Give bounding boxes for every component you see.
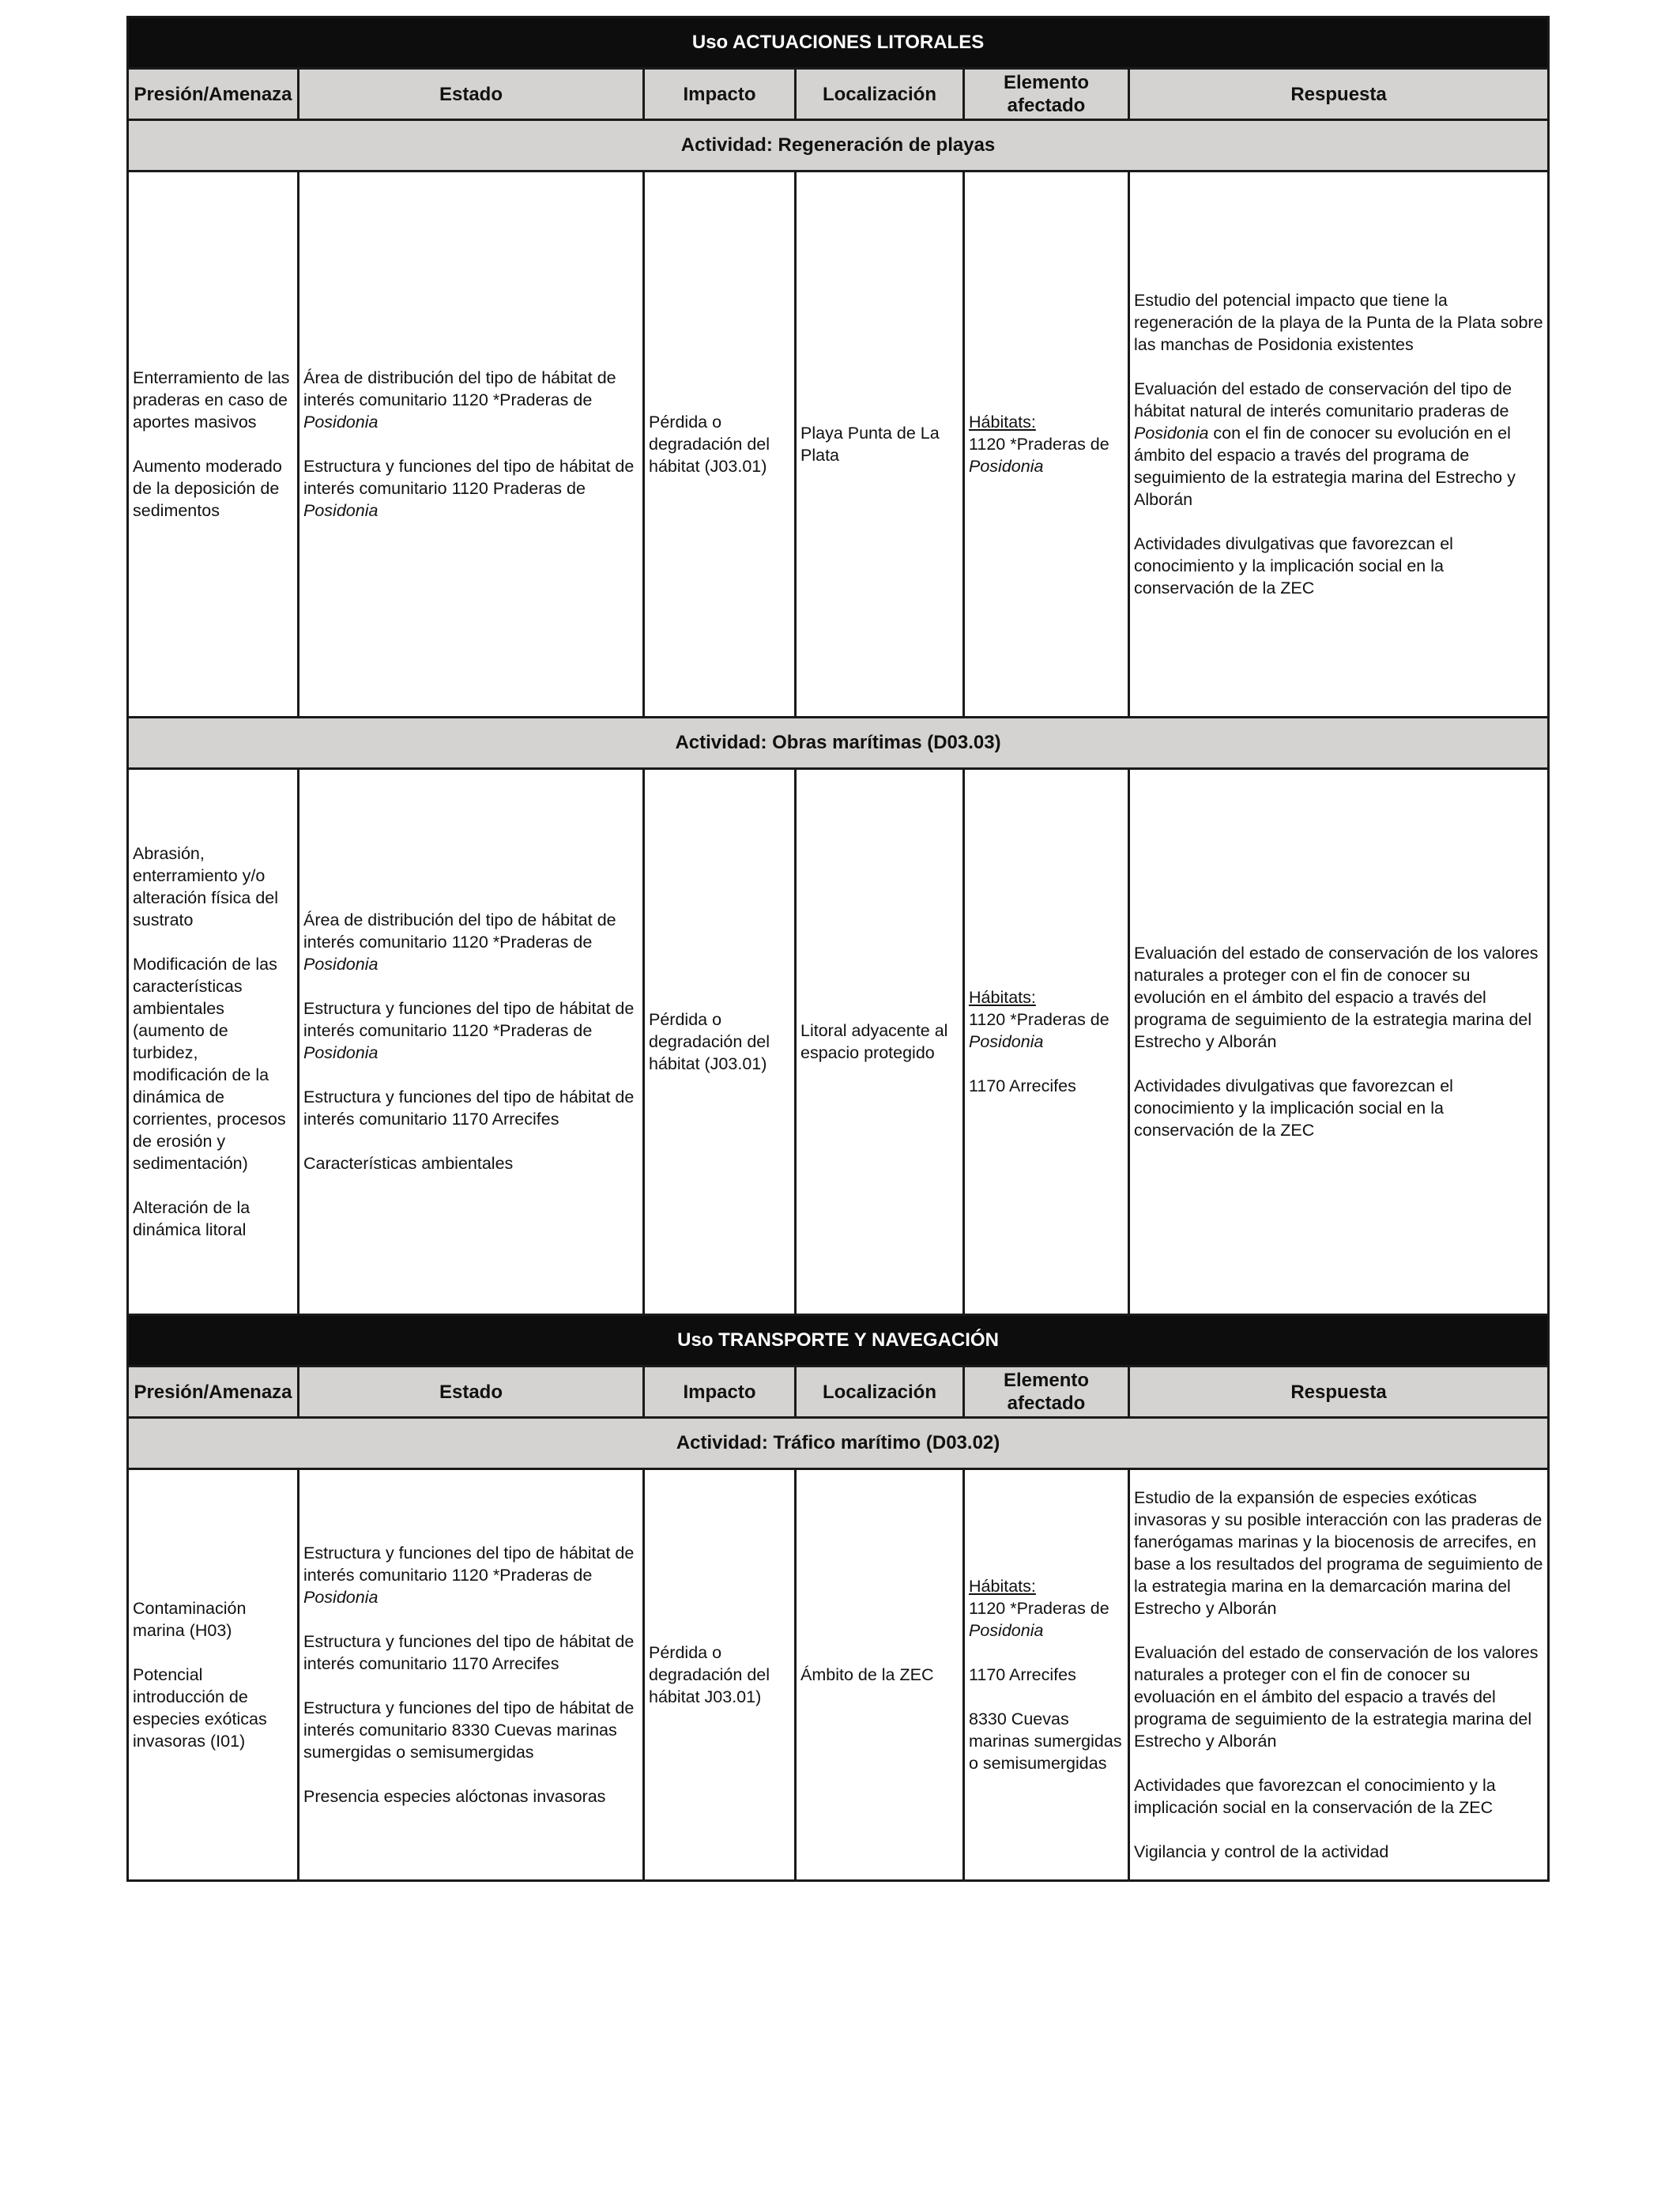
respuesta-item: Evaluación del estado de conservación de los valores naturales a proteger con el fin de conocer su evolución en el ámbito del espacio a través del programa de seguimiento de la estrategia marina del Estrecho y Alborán [1134,944,1539,1051]
respuesta-cell [1129,769,1549,1315]
activity-row [128,718,1549,769]
localizacion-cell: Ámbito de la ZEC [796,1469,964,1881]
presion-item: Contaminación marina (H03) [133,1599,247,1640]
respuesta-cell [1129,172,1549,718]
respuesta-item: Vigilancia y control de la actividad [1134,1842,1389,1861]
elemento-item: 1170 Arrecifes [969,1076,1076,1095]
header-elemento: Elemento afectado [964,1367,1129,1418]
column-header-row [128,1367,1549,1418]
estado-cell [299,1469,644,1881]
respuesta-item: Actividades que favorezcan el conocimiento y la implicación social en la conservación de la ZEC [1134,1776,1496,1817]
header-estado: Estado [299,69,644,120]
estado-item: Área de distribución del tipo de hábitat de interés comunitario 1120 *Praderas de Posidonia [303,910,616,974]
respuesta-item: Estudio del potencial impacto que tiene la regeneración de la playa de la Punta de la Plata sobre las manchas de Posidonia existentes [1134,291,1543,354]
respuesta-item: Actividades divulgativas que favorezcan el conocimiento y la implicación social en la conservación de la ZEC [1134,1076,1453,1140]
litoral-uses-table [126,16,1550,1882]
habitats-label: Hábitats: [969,413,1036,432]
presion-item: Alteración de la dinámica litoral [133,1198,250,1239]
column-header-row [128,69,1549,120]
uso-title: Uso ACTUACIONES LITORALES [128,17,1549,69]
table-row [128,769,1549,1315]
localizacion-cell: Playa Punta de La Plata [796,172,964,718]
header-presion: Presión/Amenaza [128,1367,299,1418]
estado-cell [299,172,644,718]
estado-item: Estructura y funciones del tipo de hábitat de interés comunitario 1170 Arrecifes [303,1088,635,1129]
estado-item: Área de distribución del tipo de hábitat de interés comunitario 1120 *Praderas de Posidonia [303,368,616,432]
respuesta-item: Actividades divulgativas que favorezcan el conocimiento y la implicación social en la conservación de la ZEC [1134,534,1453,598]
estado-item: Estructura y funciones del tipo de hábitat de interés comunitario 8330 Cuevas marinas sumergidas o semisumergidas [303,1698,635,1762]
presion-item: Abrasión, enterramiento y/o alteración física del sustrato [133,844,279,929]
respuesta-item: Evaluación del estado de conservación del tipo de hábitat natural de interés comunitario praderas de Posidonia con el fin de conocer su evolución en el ámbito del espacio a través del programa de seguimiento de la estrategia marina del Estrecho y Alborán [1134,379,1516,509]
habitats-label: Hábitats: [969,988,1036,1007]
header-impacto: Impacto [644,69,796,120]
habitats-label: Hábitats: [969,1577,1036,1596]
elemento-item: 1170 Arrecifes [969,1665,1076,1684]
header-respuesta: Respuesta [1129,69,1549,120]
activity-title: Actividad: Regeneración de playas [128,120,1549,172]
estado-item: Estructura y funciones del tipo de hábitat de interés comunitario 1170 Arrecifes [303,1632,635,1673]
elemento-item: 8330 Cuevas marinas sumergidas o semisumergidas [969,1710,1122,1773]
activity-row [128,120,1549,172]
impacto-cell: Pérdida o degradación del hábitat (J03.01) [644,769,796,1315]
presion-item: Enterramiento de las praderas en caso de aportes masivos [133,368,290,432]
elemento-cell [964,1469,1129,1881]
elemento-cell [964,769,1129,1315]
elemento-item: 1120 *Praderas de Posidonia [969,1599,1109,1640]
uso-header-row [128,1315,1549,1367]
elemento-item: 1120 *Praderas de Posidonia [969,435,1109,476]
table-row [128,172,1549,718]
estado-item: Estructura y funciones del tipo de hábitat de interés comunitario 1120 Praderas de Posidonia [303,457,635,520]
impacto-cell: Pérdida o degradación del hábitat J03.01) [644,1469,796,1881]
estado-item: Estructura y funciones del tipo de hábitat de interés comunitario 1120 *Praderas de Posidonia [303,999,635,1062]
presion-cell [128,1469,299,1881]
presion-item: Aumento moderado de la deposición de sedimentos [133,457,282,520]
activity-title: Actividad: Obras marítimas (D03.03) [128,718,1549,769]
header-localizacion: Localización [796,1367,964,1418]
header-elemento: Elemento afectado [964,69,1129,120]
uso-header-row [128,17,1549,69]
header-presion: Presión/Amenaza [128,69,299,120]
localizacion-cell: Litoral adyacente al espacio protegido [796,769,964,1315]
elemento-item: 1120 *Praderas de Posidonia [969,1010,1109,1051]
presion-cell [128,172,299,718]
estado-item: Presencia especies alóctonas invasoras [303,1787,606,1806]
impacto-cell: Pérdida o degradación del hábitat (J03.01) [644,172,796,718]
presion-item: Potencial introducción de especies exóticas invasoras (I01) [133,1665,267,1751]
header-estado: Estado [299,1367,644,1418]
header-respuesta: Respuesta [1129,1367,1549,1418]
presion-item: Modificación de las características ambientales (aumento de turbidez, modificación de la dinámica de corrientes, procesos de erosión y sedimentación) [133,955,286,1173]
presion-cell [128,769,299,1315]
estado-cell [299,769,644,1315]
estado-item: Características ambientales [303,1154,514,1173]
estado-item: Estructura y funciones del tipo de hábitat de interés comunitario 1120 *Praderas de Posidonia [303,1544,635,1607]
elemento-cell [964,172,1129,718]
activity-row [128,1418,1549,1469]
respuesta-item: Evaluación del estado de conservación de los valores naturales a proteger con el fin de conocer su evoluación en el ámbito del espacio a través del programa de seguimiento de la estrategia marina del Estrecho y Alborán [1134,1643,1539,1751]
header-impacto: Impacto [644,1367,796,1418]
activity-title: Actividad: Tráfico marítimo (D03.02) [128,1418,1549,1469]
respuesta-cell [1129,1469,1549,1881]
header-localizacion: Localización [796,69,964,120]
table-row [128,1469,1549,1881]
uso-title: Uso TRANSPORTE Y NAVEGACIÓN [128,1315,1549,1367]
respuesta-item: Estudio de la expansión de especies exóticas invasoras y su posible interacción con las praderas de fanerógamas marinas y la biocenosis de arrecifes, en base a los resultados del programa de seguimiento de la estrategia marina en la demarcación marina del Estrecho y Alborán [1134,1488,1543,1618]
